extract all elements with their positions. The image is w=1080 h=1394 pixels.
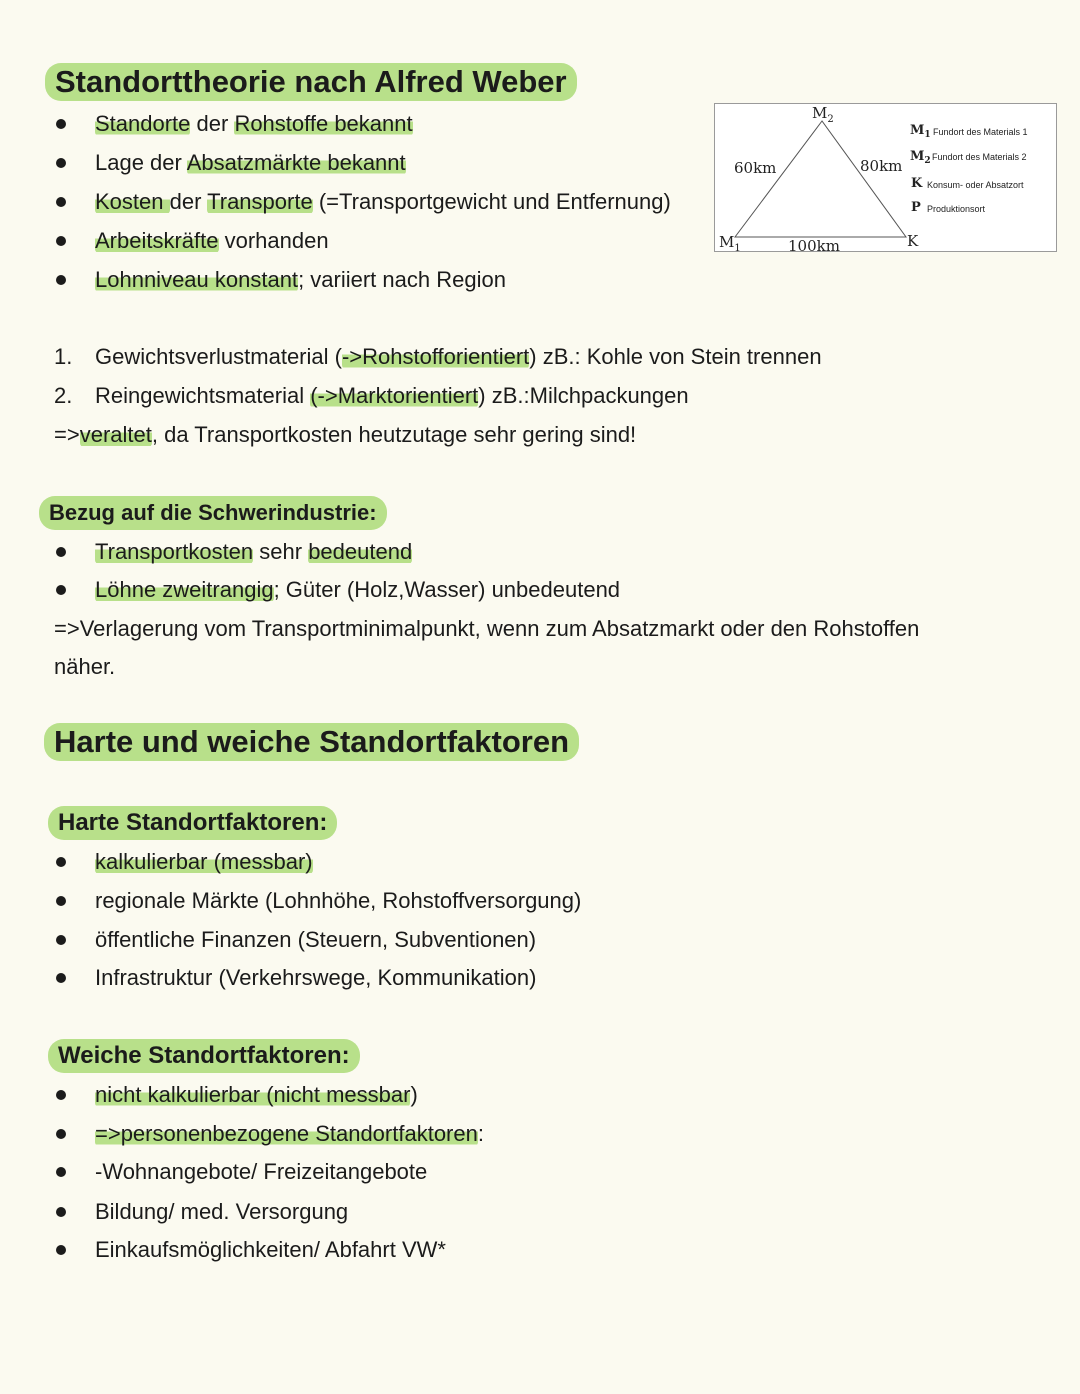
legend-key: P (911, 200, 921, 215)
list-item: Arbeitskräfte vorhanden (95, 228, 329, 253)
list-item: Kosten der Transporte (=Transportgewicht und Entfernung) (95, 189, 671, 214)
list-number: 1. (54, 344, 73, 369)
bullet-dot (54, 886, 68, 916)
bullet-dot (54, 187, 68, 217)
label-k: K (907, 232, 919, 250)
bullet-dot (54, 1157, 68, 1187)
bullet-dot (54, 925, 68, 955)
conclusion-line: näher. (54, 654, 116, 679)
triangle-shape (735, 121, 906, 237)
list-item: Bildung/ med. Versorgung (95, 1199, 349, 1224)
numbered-item: Gewichtsverlustmaterial (->Rohstofforientiert) zB.: Kohle von Stein trennen (95, 344, 822, 369)
section-title-standortfaktoren: Harte und weiche Standortfaktoren (44, 723, 579, 761)
list-item: kalkulierbar (messbar) (95, 849, 313, 874)
bullet-dot (54, 575, 68, 605)
list-item: Lage der Absatzmärkte bekannt (95, 150, 406, 175)
legend-text: Fundort des Materials 2 (932, 152, 1027, 162)
conclusion-line: =>veraltet, da Transportkosten heutzutage sehr gering sind! (54, 422, 637, 447)
section-title-schwerindustrie: Bezug auf die Schwerindustrie: (39, 496, 387, 530)
list-item: Lohnniveau konstant; variiert nach Region (95, 267, 506, 292)
list-item: öffentliche Finanzen (Steuern, Subventionen) (95, 927, 537, 952)
bullet-dot (54, 1119, 68, 1149)
legend-key: $M_2$ (910, 149, 931, 166)
bullet-dot (54, 109, 68, 139)
list-item: Transportkosten sehr bedeutend (95, 539, 413, 564)
section-title-weber: Standorttheorie nach Alfred Weber (45, 63, 577, 101)
bullet-dot (54, 148, 68, 178)
legend-text: Fundort des Materials 1 (933, 127, 1028, 137)
bullet-dot (54, 1080, 68, 1110)
bullet-dot (54, 1197, 68, 1227)
legend-key: $M_1$ (910, 123, 931, 140)
list-item: Infrastruktur (Verkehrswege, Kommunikation) (95, 965, 537, 990)
bullet-dot (54, 226, 68, 256)
bullet-dot (54, 265, 68, 295)
list-item: Standorte der Rohstoffe bekannt (95, 111, 413, 136)
list-item: Löhne zweitrangig; Güter (Holz,Wasser) unbedeutend (95, 577, 621, 602)
list-item: =>personenbezogene Standortfaktoren: (95, 1121, 484, 1146)
list-number: 2. (54, 383, 73, 408)
label-left-side: 60km (734, 159, 777, 177)
conclusion-line: =>Verlagerung vom Transportminimalpunkt, wenn zum Absatzmarkt oder den Rohstoffen (54, 616, 920, 641)
list-item: regionale Märkte (Lohnhöhe, Rohstoffversorgung) (95, 888, 582, 913)
list-item: nicht kalkulierbar (nicht messbar) (95, 1082, 418, 1107)
section-title-harte: Harte Standortfaktoren: (48, 806, 337, 840)
label-bottom-side: 100km (788, 237, 840, 253)
bullet-dot (54, 847, 68, 877)
label-m2: $M_2$ (812, 104, 834, 125)
legend-text: Konsum- oder Absatzort (927, 180, 1024, 190)
section-title-weiche: Weiche Standortfaktoren: (48, 1039, 360, 1073)
bullet-dot (54, 963, 68, 993)
label-m1: $M_1$ (719, 233, 741, 253)
weber-triangle-diagram (714, 103, 1057, 252)
bullet-dot (54, 537, 68, 567)
bullet-dot (54, 1235, 68, 1265)
legend-key: K (911, 176, 923, 191)
list-item: -Wohnangebote/ Freizeitangebote (95, 1159, 428, 1184)
legend-text: Produktionsort (927, 204, 986, 214)
list-item: Einkaufsmöglichkeiten/ Abfahrt VW* (95, 1237, 446, 1262)
numbered-item: Reingewichtsmaterial (->Marktorientiert) zB.:Milchpackungen (95, 383, 689, 408)
label-right-side: 80km (860, 157, 903, 175)
